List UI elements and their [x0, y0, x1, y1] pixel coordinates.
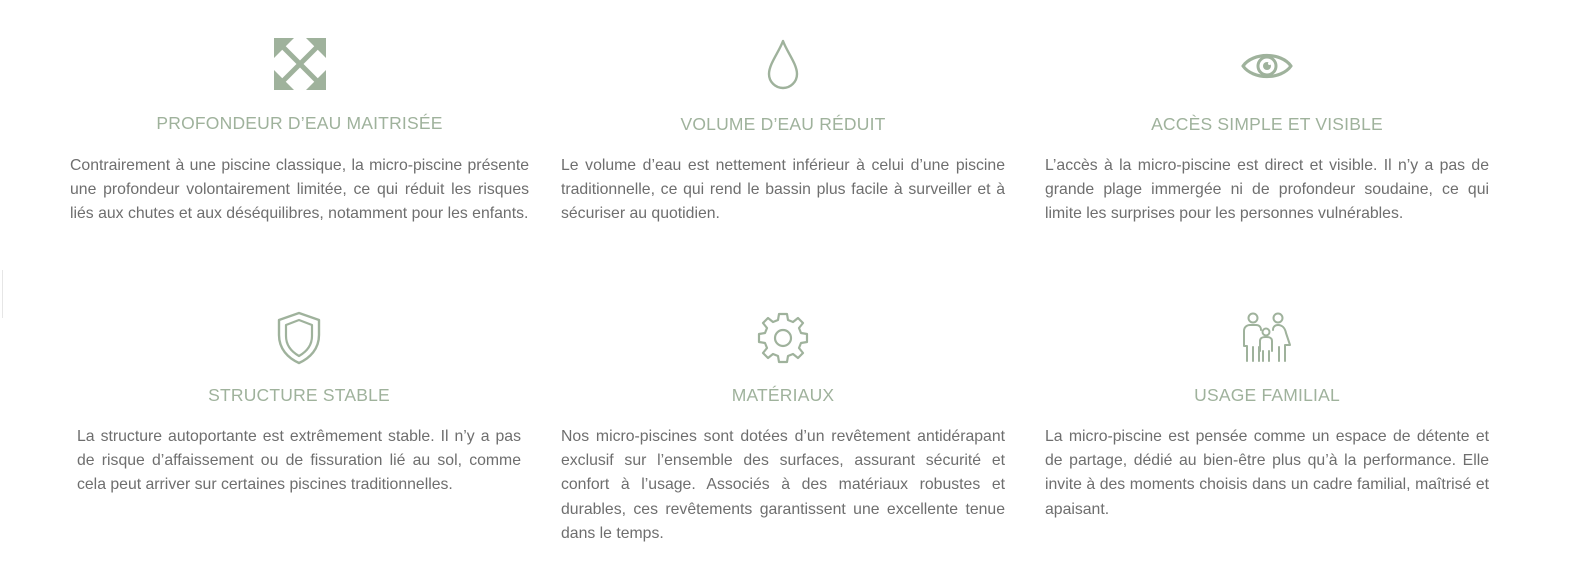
feature-structure	[77, 290, 521, 560]
feature-title: PROFONDEUR D’EAU MAITRISÉE	[156, 113, 443, 133]
feature-volume	[561, 0, 1005, 270]
feature-description: La micro-piscine est pensée comme un espace de détente et de partage, dédié au bien-être plus qu’à la performance. Elle invite à des moments choisis dans un cadre familial, maîtrisé et apaisant.	[1045, 428, 1489, 518]
feature-depth	[70, 0, 529, 270]
feature-access	[1045, 0, 1489, 270]
feature-title: STRUCTURE STABLE	[208, 385, 390, 405]
gear-icon	[757, 312, 809, 364]
feature-description: Le volume d’eau est nettement inférieur à celui d’une piscine traditionnelle, ce qui rend le bassin plus facile à surveiller et à sécuriser au quotidien.	[561, 157, 1005, 223]
family-icon	[1242, 311, 1292, 363]
water-drop-icon	[766, 39, 800, 91]
left-edge-divider	[2, 270, 3, 318]
expand-arrows-icon	[273, 37, 327, 91]
feature-description: Contrairement à une piscine classique, la micro-piscine présente une profondeur volontairement limitée, ce qui réduit les risques liés aux chutes et aux déséquilibres, notamment pour les enfants.	[70, 157, 529, 223]
feature-materials	[561, 290, 1005, 560]
feature-description: La structure autoportante est extrêmement stable. Il n’y a pas de risque d’affaissement ou de fissuration lié au sol, comme cela peut arriver sur certaines piscines traditionnelles.	[77, 428, 521, 494]
eye-icon	[1241, 48, 1293, 84]
feature-title: VOLUME D’EAU RÉDUIT	[680, 114, 886, 134]
shield-icon	[277, 311, 321, 365]
feature-title: USAGE FAMILIAL	[1194, 385, 1340, 405]
feature-description: L’accès à la micro-piscine est direct et visible. Il n’y a pas de grande plage immergée ni de profondeur soudaine, ce qui limite les surprises pour les personnes vulnérables.	[1045, 157, 1489, 223]
feature-family	[1045, 290, 1489, 560]
feature-description: Nos micro-piscines sont dotées d’un revêtement antidérapant exclusif sur l’ensemble des surfaces, assurant sécurité et confort à l’usage. Associés à des matériaux robustes et durables, ces revêtements garantissent une excellente tenue dans le temps.	[561, 428, 1005, 542]
feature-title: MATÉRIAUX	[731, 385, 835, 405]
feature-title: ACCÈS SIMPLE ET VISIBLE	[1151, 114, 1383, 134]
